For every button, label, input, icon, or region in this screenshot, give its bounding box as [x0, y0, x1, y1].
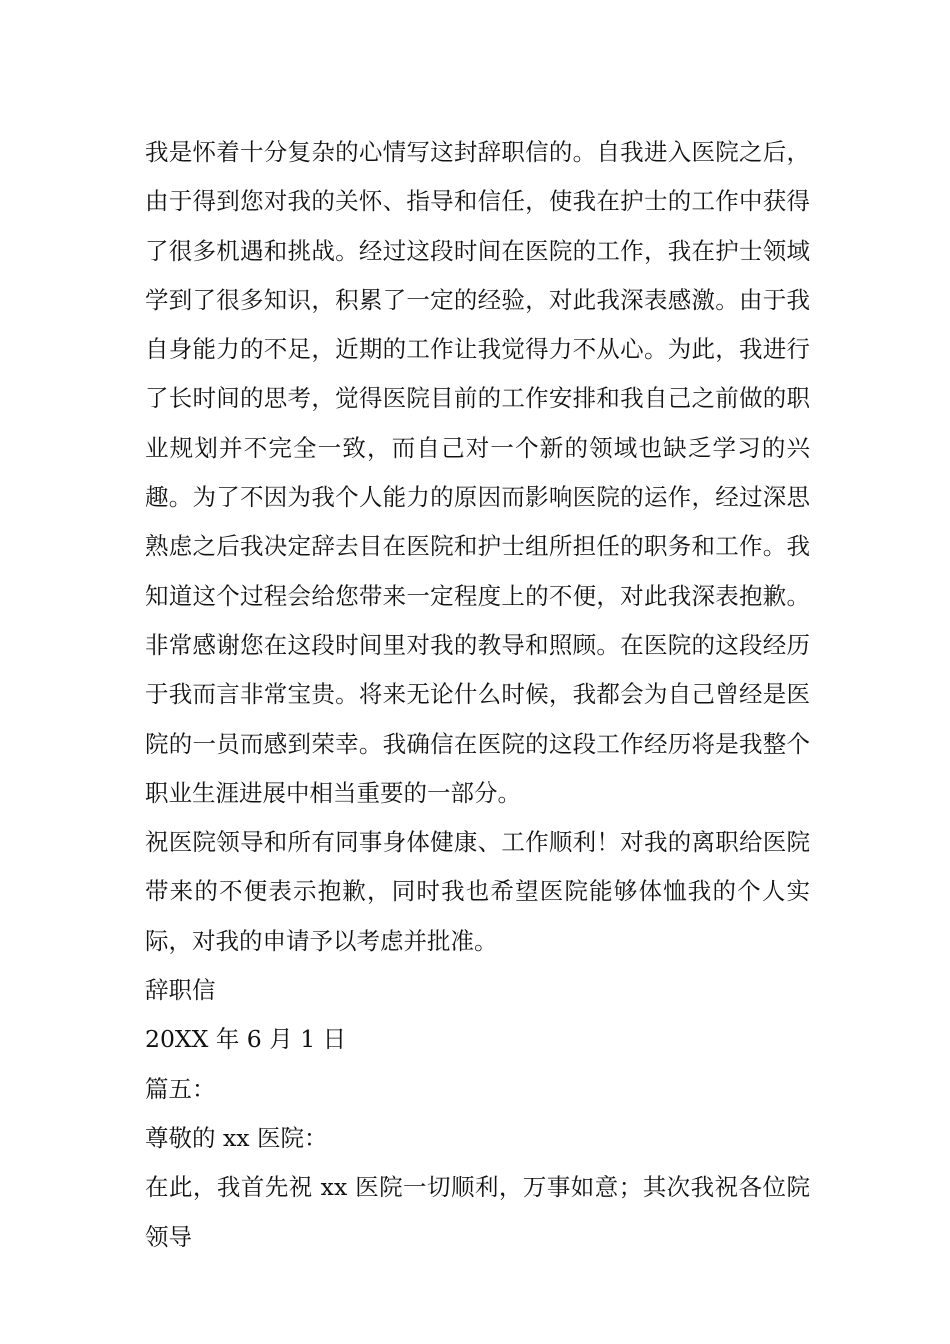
paragraph-wishes: 祝医院领导和所有同事身体健康、工作顺利！对我的离职给医院带来的不便表示抱歉，同时我也希望医院能够体恤我的个人实际，对我的申请予以考虑并批准。 [145, 828, 810, 955]
date-line: 20XX 年 6 月 1 日 [145, 1025, 347, 1054]
paragraph-resignation-body: 我是怀着十分复杂的心情写这封辞职信的。自我进入医院之后，由于得到您对我的关怀、指导和信任，使我在护士的工作中获得了很多机遇和挑战。经过这段时间在医院的工作，我在护士领域学到了很多知识，积累了一定的经验，对此我深表感激。由于我自身能力的不足，近期的工作让我觉得力不从心。为此，我进行了长时间的思考，觉得医院目前的工作安排和我自己之前做的职业规划并不完全一致，而自己对一个新的领域也缺乏学习的兴趣。为了不因为我个人能力的原因而影响医院的运作，经过深思熟虑之后我决定辞去目在医院和护士组所担任的职务和工作。我知道这个过程会给您带来一定程度上的不便，对此我深表抱歉。 非常感谢您在这段时间里对我的教导和照顾。在医院的这段经历于我而言非常宝贵。将来无论什么时候，我都会为自己曾经是医院的一员而感到荣幸。我确信在医院的这段工作经历将是我整个职业生涯进展中相当重要的一部分。 [145, 138, 810, 807]
section-heading: 篇五： [145, 1074, 216, 1103]
salutation: 尊敬的 xx 医院： [145, 1123, 328, 1152]
paragraph-opening: 在此，我首先祝 xx 医院一切顺利，万事如意；其次我祝各位院领导 [145, 1173, 810, 1251]
document-body [145, 128, 810, 1262]
signature-line: 辞职信 [145, 976, 216, 1005]
